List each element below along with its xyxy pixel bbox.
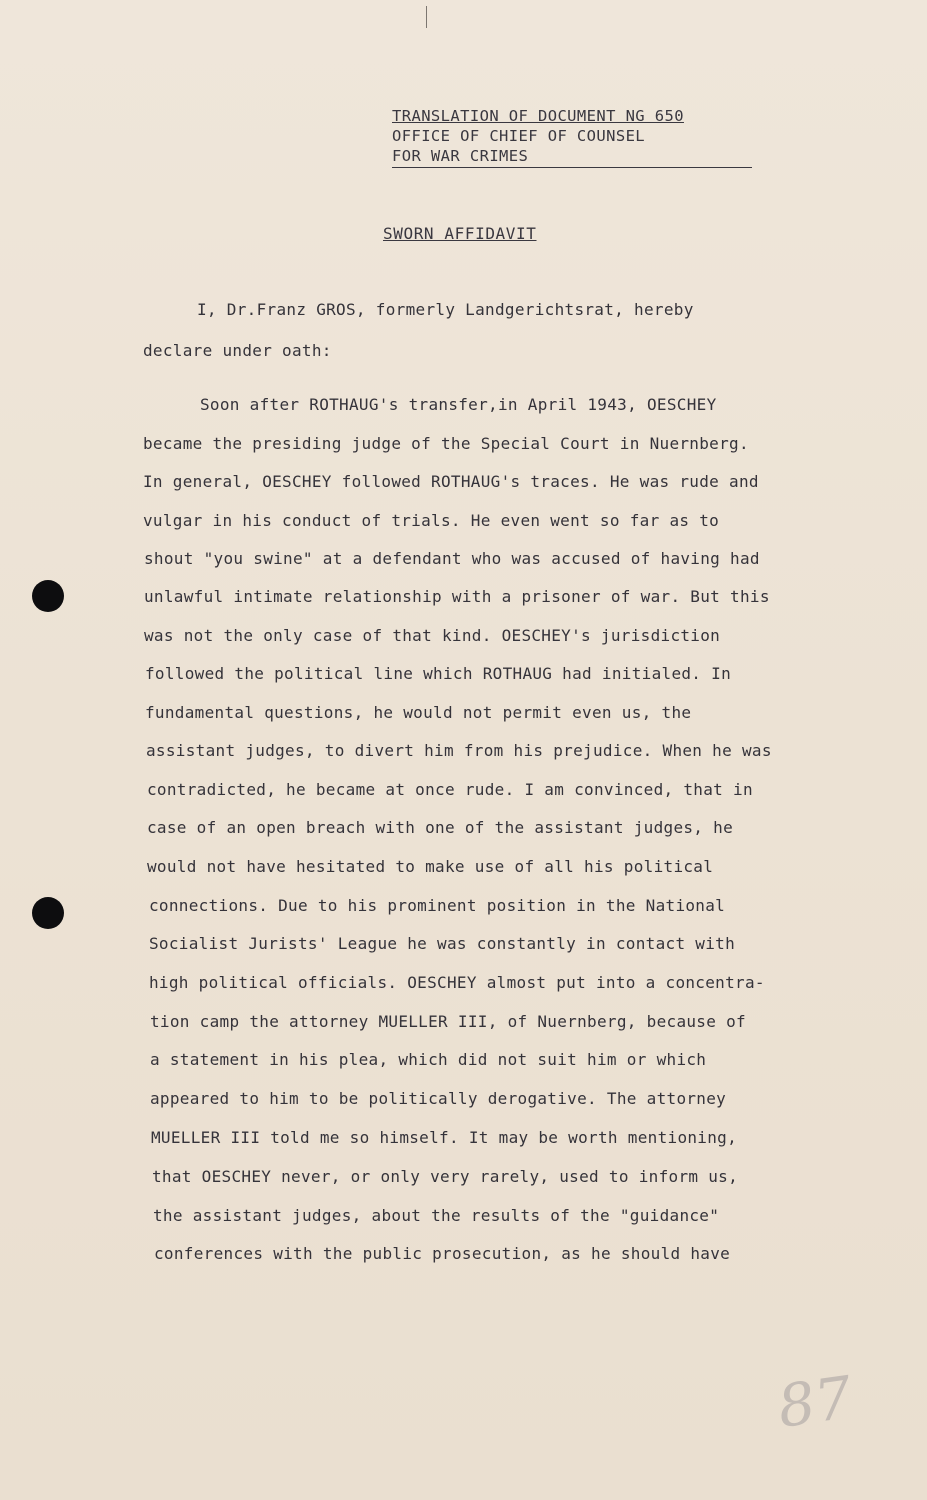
body-line: shout "you swine" at a defendant who was accused of having had xyxy=(144,549,760,568)
body-line: high political officials. OESCHEY almost put into a concentra- xyxy=(149,973,765,992)
header-war-crimes-line: FOR WAR CRIMES xyxy=(392,146,752,168)
body-line: followed the political line which ROTHAUG had initialed. In xyxy=(145,664,732,683)
body-line: unlawful intimate relationship with a prisoner of war. But this xyxy=(144,587,770,606)
body-line: In general, OESCHEY followed ROTHAUG's traces. He was rude and xyxy=(143,472,759,491)
body-line: would not have hesitated to make use of all his political xyxy=(147,857,714,876)
body-line: the assistant judges, about the results of the "guidance" xyxy=(153,1206,720,1225)
body-line: Socialist Jurists' League he was constantly in contact with xyxy=(149,934,736,953)
body-line: conferences with the public prosecution, as he should have xyxy=(154,1244,731,1263)
paper-mark xyxy=(426,6,427,28)
intro-line: declare under oath: xyxy=(143,341,332,360)
body-line: assistant judges, to divert him from his prejudice. When he was xyxy=(146,741,772,760)
body-line: contradicted, he became at once rude. I am convinced, that in xyxy=(147,780,753,799)
body-line: that OESCHEY never, or only very rarely, used to inform us, xyxy=(152,1167,739,1186)
body-line: a statement in his plea, which did not suit him or which xyxy=(150,1050,707,1069)
header-office-line: OFFICE OF CHIEF OF COUNSEL xyxy=(392,127,646,145)
punch-hole xyxy=(32,897,64,929)
header-translation-line: TRANSLATION OF DOCUMENT NG 650 xyxy=(392,107,684,125)
body-line: case of an open breach with one of the assistant judges, he xyxy=(147,818,734,837)
document-header xyxy=(392,106,752,168)
page-number: 87 xyxy=(773,1363,857,1441)
body-line: vulgar in his conduct of trials. He even went so far as to xyxy=(143,511,720,530)
body-line: appeared to him to be politically derogative. The attorney xyxy=(150,1089,727,1108)
affidavit-title: SWORN AFFIDAVIT xyxy=(383,224,537,243)
body-line: was not the only case of that kind. OESCHEY's jurisdiction xyxy=(144,626,721,645)
body-line: fundamental questions, he would not permit even us, the xyxy=(145,703,692,722)
body-line: Soon after ROTHAUG's transfer,in April 1943, OESCHEY xyxy=(200,395,717,414)
body-line: tion camp the attorney MUELLER III, of Nuernberg, because of xyxy=(150,1012,746,1031)
body-line: became the presiding judge of the Special Court in Nuernberg. xyxy=(143,434,749,453)
body-line: connections. Due to his prominent position in the National xyxy=(149,896,726,915)
punch-hole xyxy=(32,580,64,612)
intro-line: I, Dr.Franz GROS, formerly Landgerichtsrat, hereby xyxy=(197,300,694,319)
body-line: MUELLER III told me so himself. It may be worth mentioning, xyxy=(151,1128,738,1147)
